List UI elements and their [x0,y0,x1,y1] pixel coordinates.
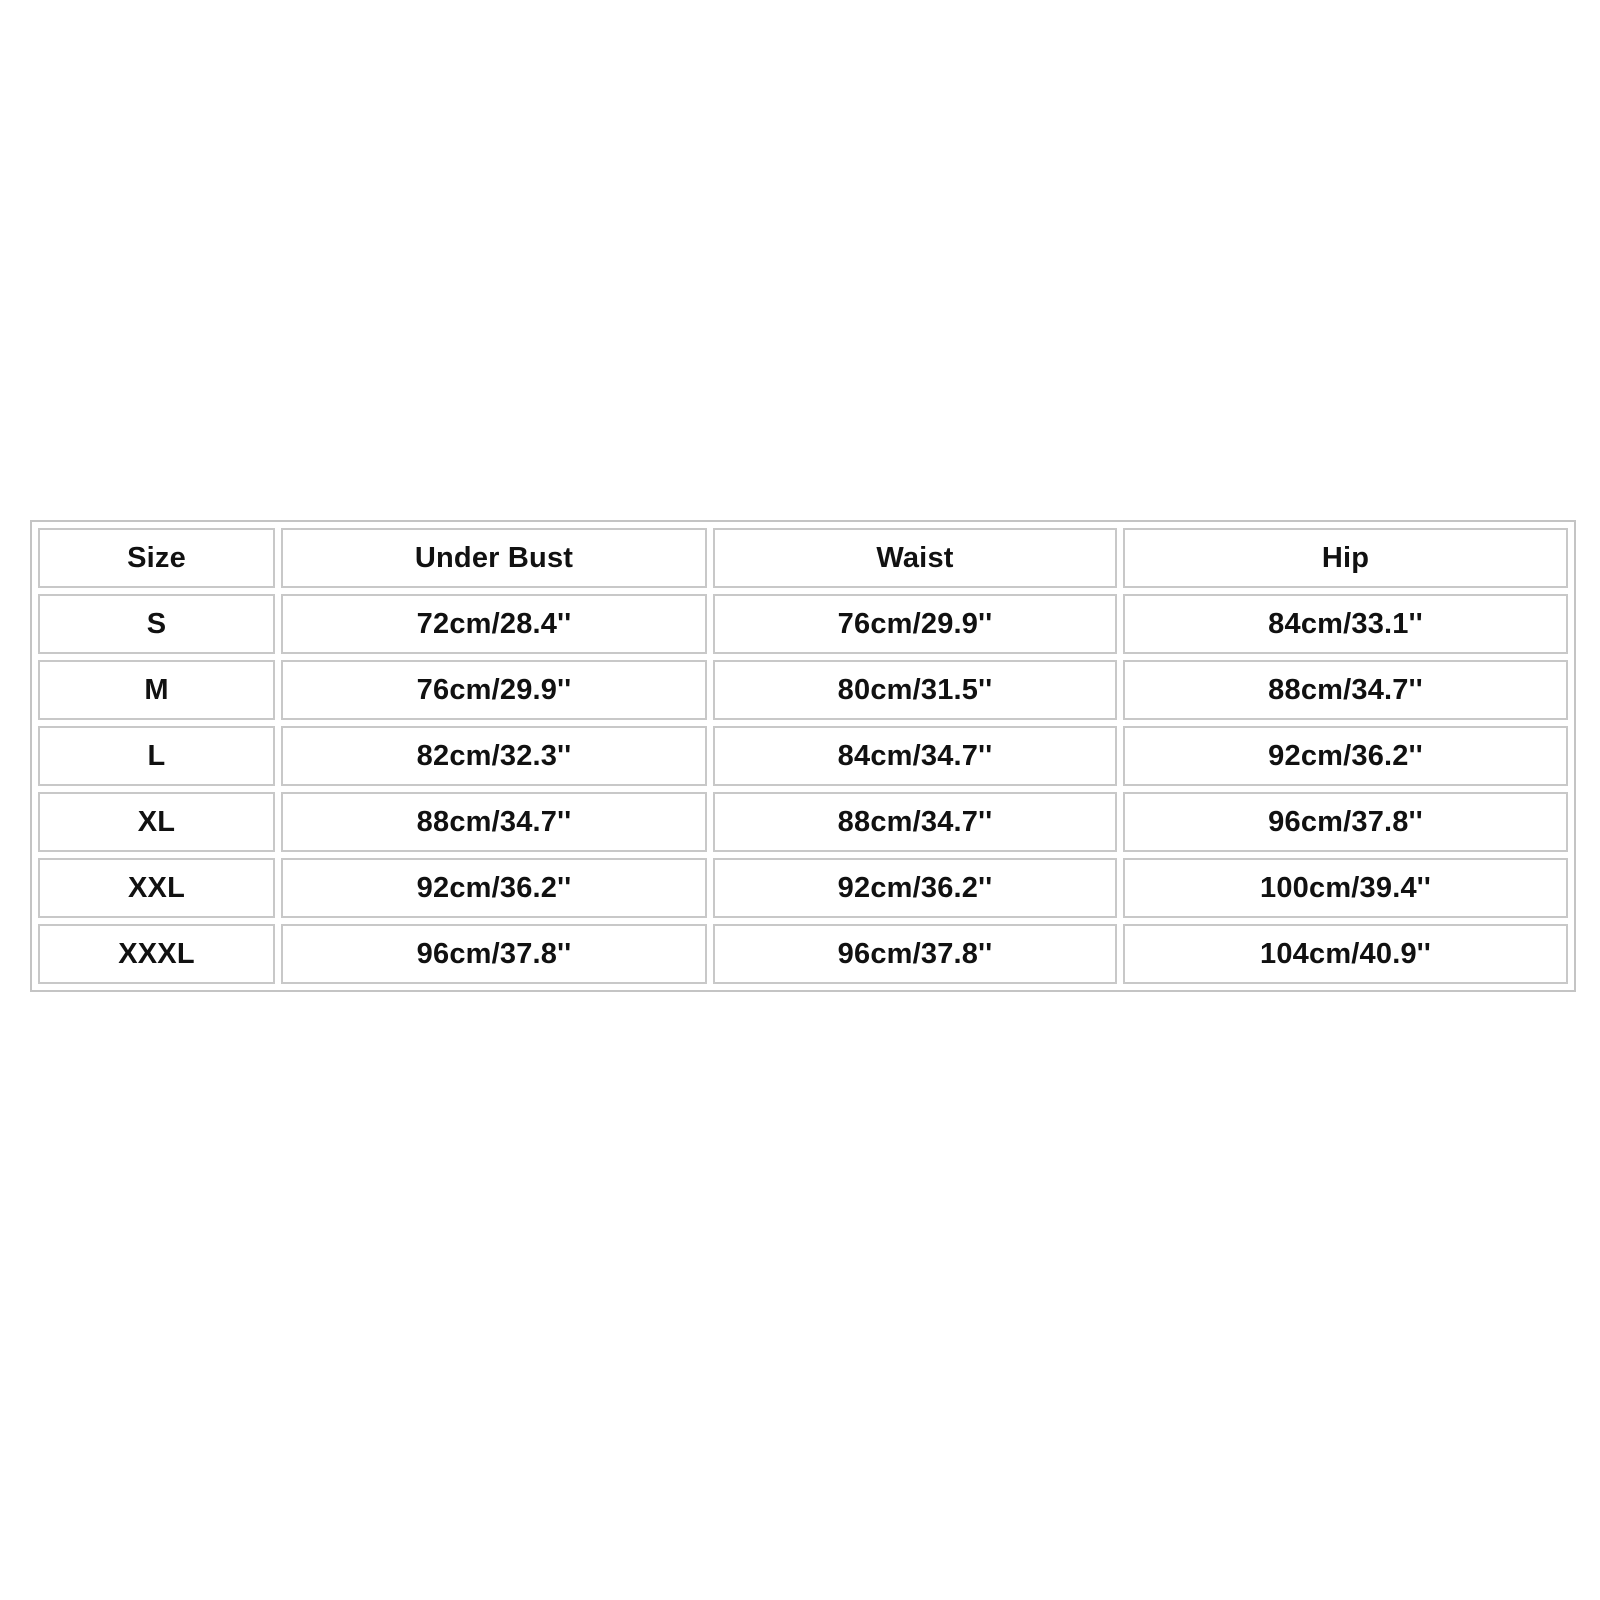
size-cell: M [38,660,275,720]
table-row [38,924,1568,984]
under-bust-cell: 82cm/32.3'' [281,726,707,786]
table-row [38,660,1568,720]
hip-cell: 84cm/33.1'' [1123,594,1568,654]
table-row [38,792,1568,852]
under-bust-cell: 76cm/29.9'' [281,660,707,720]
header-under-bust: Under Bust [281,528,707,588]
waist-cell: 96cm/37.8'' [713,924,1117,984]
table-row [38,858,1568,918]
header-size: Size [38,528,275,588]
under-bust-cell: 72cm/28.4'' [281,594,707,654]
hip-cell: 88cm/34.7'' [1123,660,1568,720]
size-cell: XXXL [38,924,275,984]
size-cell: S [38,594,275,654]
hip-cell: 104cm/40.9'' [1123,924,1568,984]
table-row [38,594,1568,654]
waist-cell: 76cm/29.9'' [713,594,1117,654]
under-bust-cell: 88cm/34.7'' [281,792,707,852]
header-waist: Waist [713,528,1117,588]
hip-cell: 100cm/39.4'' [1123,858,1568,918]
waist-cell: 84cm/34.7'' [713,726,1117,786]
size-chart-table [30,520,1576,992]
size-cell: L [38,726,275,786]
waist-cell: 80cm/31.5'' [713,660,1117,720]
size-cell: XL [38,792,275,852]
table-row [38,726,1568,786]
header-hip: Hip [1123,528,1568,588]
under-bust-cell: 96cm/37.8'' [281,924,707,984]
under-bust-cell: 92cm/36.2'' [281,858,707,918]
waist-cell: 92cm/36.2'' [713,858,1117,918]
table-header-row [38,528,1568,588]
size-cell: XXL [38,858,275,918]
hip-cell: 92cm/36.2'' [1123,726,1568,786]
hip-cell: 96cm/37.8'' [1123,792,1568,852]
waist-cell: 88cm/34.7'' [713,792,1117,852]
